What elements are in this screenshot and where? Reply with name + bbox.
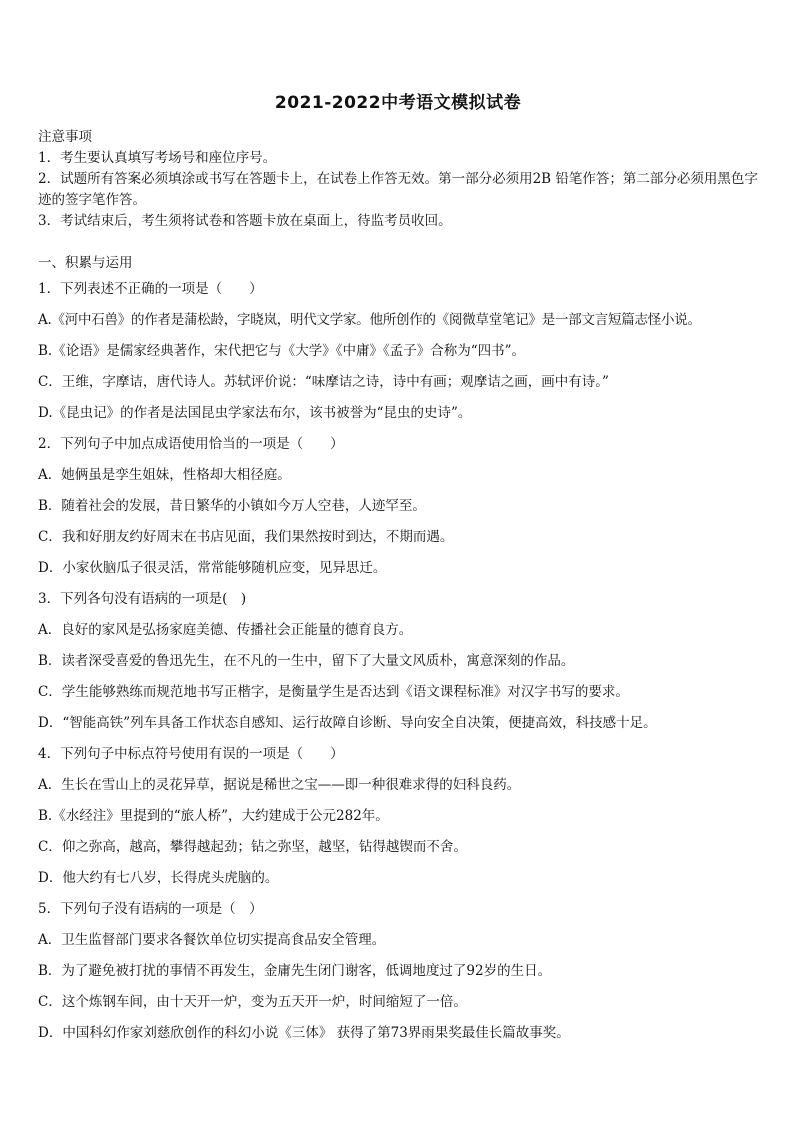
option-a: A．生长在雪山上的灵花异草，据说是稀世之宝——即一种很难求得的妇科良药。 bbox=[38, 777, 521, 793]
option-b: B．读者深受喜爱的鲁迅先生，在不凡的一生中，留下了大量文风质朴，寓意深刻的作品。 bbox=[38, 653, 575, 669]
question-stem: 2．下列句子中加点成语使用恰当的一项是（ ） bbox=[38, 436, 344, 452]
notice-item-1: 1．考生要认真填写考场号和座位序号。 bbox=[38, 150, 277, 166]
option-b: B．随着社会的发展，昔日繁华的小镇如今万人空巷，人迹罕至。 bbox=[38, 498, 426, 514]
option-c: C．学生能够熟练而规范地书写正楷字，是衡量学生是否达到《语文课程标准》对汉字书写的要求。 bbox=[38, 684, 629, 700]
exam-title: 2021-2022中考语文模拟试卷 bbox=[274, 93, 522, 113]
question-stem: 3．下列各句没有语病的一项是( ) bbox=[38, 591, 247, 607]
notice-item-2: 2．试题所有答案必须填涂或书写在答题卡上，在试卷上作答无效。第一部分必须用2B 铅笔作答；第二部分必须用黑色字迹的签字笔作答。 bbox=[38, 171, 758, 208]
section-heading: 一、积累与运用 bbox=[38, 255, 133, 271]
option-d: D．中国科幻作家刘慈欣创作的科幻小说《三体》 获得了第73界雨果奖最佳长篇故事奖。 bbox=[38, 1025, 570, 1041]
option-d: D．小家伙脑瓜子很灵活，常常能够随机应变，见异思迁。 bbox=[38, 560, 387, 576]
option-d: D.《昆虫记》的作者是法国昆虫学家法布尔，该书被誉为“昆虫的史诗”。 bbox=[38, 405, 472, 421]
question-stem: 1．下列表述不正确的一项是（ ） bbox=[38, 281, 263, 297]
option-b: B.《水经注》里提到的“旅人桥”，大约建成于公元282年。 bbox=[38, 808, 389, 824]
option-a: A．她俩虽是孪生姐妹，性格却大相径庭。 bbox=[38, 467, 291, 483]
question-2 bbox=[38, 429, 758, 584]
option-c: C．仰之弥高，越高，攀得越起劲；钻之弥坚，越坚，钻得越锲而不舍。 bbox=[38, 839, 467, 855]
question-1 bbox=[38, 274, 758, 429]
question-3 bbox=[38, 584, 758, 739]
option-d: D．他大约有七八岁，长得虎头虎脑的。 bbox=[38, 870, 279, 886]
option-c: C．我和好朋友约好周末在书店见面，我们果然按时到达，不期而遇。 bbox=[38, 529, 454, 545]
option-c: C．王维，字摩诘，唐代诗人。苏轼评价说：“味摩诘之诗，诗中有画；观摩诘之画，画中有诗。” bbox=[38, 374, 609, 390]
option-b: B．为了避免被打扰的事情不再发生，金庸先生闭门谢客，低调地度过了92岁的生日。 bbox=[38, 963, 552, 979]
question-stem: 4．下列句子中标点符号使用有误的一项是（ ） bbox=[38, 746, 344, 762]
option-b: B.《论语》是儒家经典著作，宋代把它与《大学》《中庸》《孟子》合称为“四书”。 bbox=[38, 343, 526, 359]
option-a: A．卫生监督部门要求各餐饮单位切实提高食品安全管理。 bbox=[38, 932, 386, 948]
notice-item-3: 3．考试结束后，考生须将试卷和答题卡放在桌面上，待监考员收回。 bbox=[38, 213, 452, 229]
option-d: D．“智能高铁”列车具备工作状态自感知、运行故障自诊断、导向安全自决策，便捷高效，科技感十足。 bbox=[38, 715, 657, 731]
notice-heading: 注意事项 bbox=[38, 129, 92, 145]
notice-block bbox=[38, 127, 758, 232]
question-4 bbox=[38, 739, 758, 894]
option-a: A．良好的家风是弘扬家庭美德、传播社会正能量的德育良方。 bbox=[38, 622, 413, 638]
option-a: A.《河中石兽》的作者是蒲松龄，字晓岚，明代文学家。他所创作的《阅微草堂笔记》是一部文言短篇志怪小说。 bbox=[38, 312, 701, 328]
option-c: C．这个炼钢车间，由十天开一炉，变为五天开一炉，时间缩短了一倍。 bbox=[38, 994, 467, 1010]
question-5 bbox=[38, 894, 758, 1049]
question-stem: 5．下列句子没有语病的一项是（ ） bbox=[38, 901, 263, 917]
